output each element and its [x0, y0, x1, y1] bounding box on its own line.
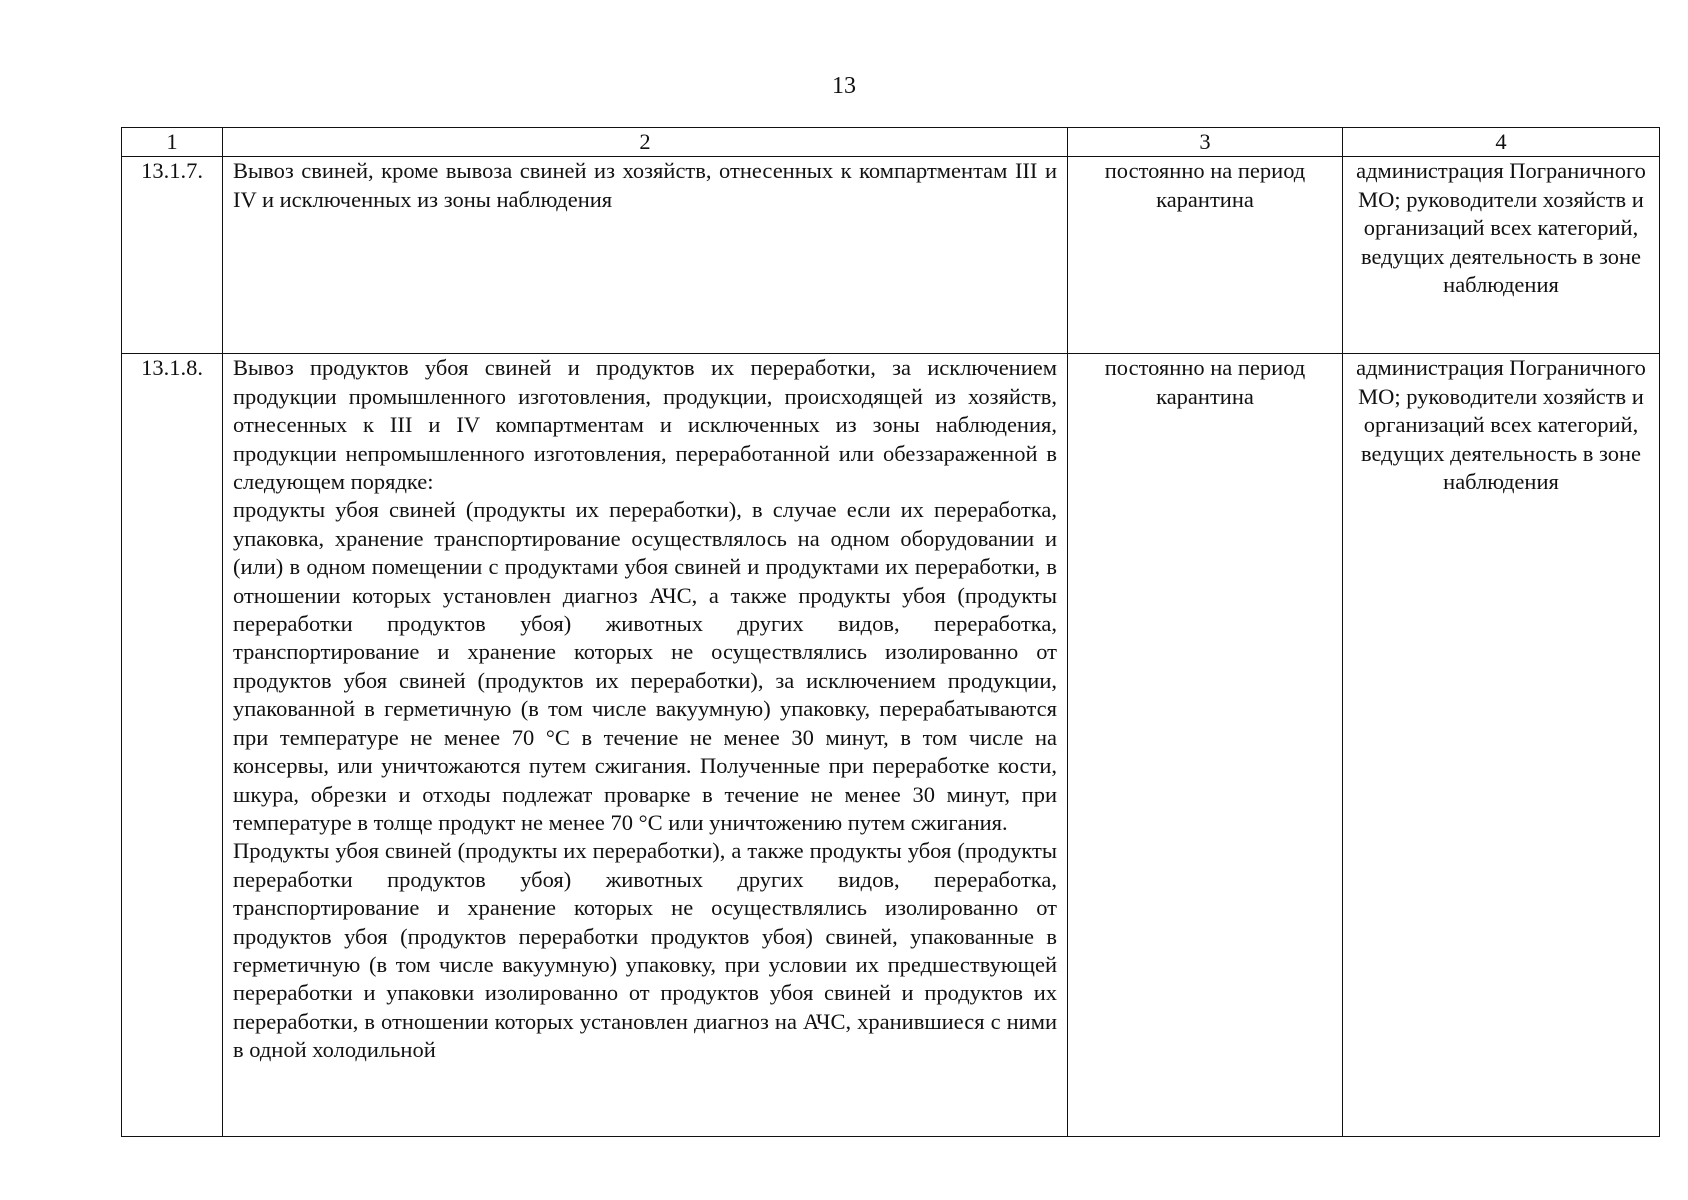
page-number: 13: [832, 73, 856, 99]
header-cell-2: 2: [223, 128, 1068, 157]
table-row: [122, 354, 1660, 1137]
item-description: [223, 157, 1068, 354]
header-cell-3: 3: [1068, 128, 1343, 157]
item-period: постоянно на период карантина: [1068, 354, 1343, 1137]
description-paragraph: Вывоз продуктов убоя свиней и продуктов их переработки, за исключением продукции промышленного изготовления, продукции, происходящей из хозяйств, отнесенных к III и IV компартментам и исключенных из зоны наблюдения, продукции непромышленного изготовления, переработанной или обеззараженной в следующем порядке:: [233, 355, 1057, 495]
description-paragraph: Продукты убоя свиней (продукты их переработки), а также продукты убоя (продукты переработки продуктов убоя) животных других видов, переработка, транспортирование и хранение которых не осуществлялись изолированно от продуктов убоя (продуктов переработки продуктов убоя) свиней, упакованные в герметичную (в том числе вакуумную) упаковку, при условии их предшествующей переработки и упаковки изолированно от продуктов убоя свиней и продуктов их переработки, в отношении которых установлен диагноз на АЧС, хранившиеся с ними в одной холодильной: [233, 838, 1057, 1063]
item-number: 13.1.8.: [122, 354, 223, 1137]
measures-table: [121, 127, 1660, 1137]
item-number: 13.1.7.: [122, 157, 223, 354]
item-responsible: администрация Пограничного МО; руководители хозяйств и организаций всех категорий, ведущих деятельность в зоне наблюдения: [1343, 157, 1660, 354]
header-cell-1: 1: [122, 128, 223, 157]
table-header-row: [122, 128, 1660, 157]
item-responsible: администрация Пограничного МО; руководители хозяйств и организаций всех категорий, ведущих деятельность в зоне наблюдения: [1343, 354, 1660, 1137]
header-cell-4: 4: [1343, 128, 1660, 157]
description-paragraph: Вывоз свиней, кроме вывоза свиней из хозяйств, отнесенных к компартментам III и IV и исключенных из зоны наблюдения: [233, 158, 1057, 212]
description-paragraph: продукты убоя свиней (продукты их переработки), в случае если их переработка, упаковка, хранение транспортирование осуществлялось на одном оборудовании и (или) в одном помещении с продуктами убоя свиней и продуктами их переработки, в отношении которых установлен диагноз АЧС, а также продукты убоя (продукты переработки продуктов убоя) животных других видов, переработка, транспортирование и хранение которых не осуществлялись изолированно от продуктов убоя свиней (продуктов их переработки), за исключением продукции, упакованной в герметичную (в том числе вакуумную) упаковку, перерабатываются при температуре не менее 70 °С в течение не менее 30 минут, в том числе на консервы, или уничтожаются путем сжигания. Полученные при переработке кости, шкура, обрезки и отходы подлежат проварке в течение не менее 30 минут, при температуре в толще продукт не менее 70 °С или уничтожению путем сжигания.: [233, 497, 1057, 835]
table-row: [122, 157, 1660, 354]
item-period: постоянно на период карантина: [1068, 157, 1343, 354]
item-description: [223, 354, 1068, 1137]
